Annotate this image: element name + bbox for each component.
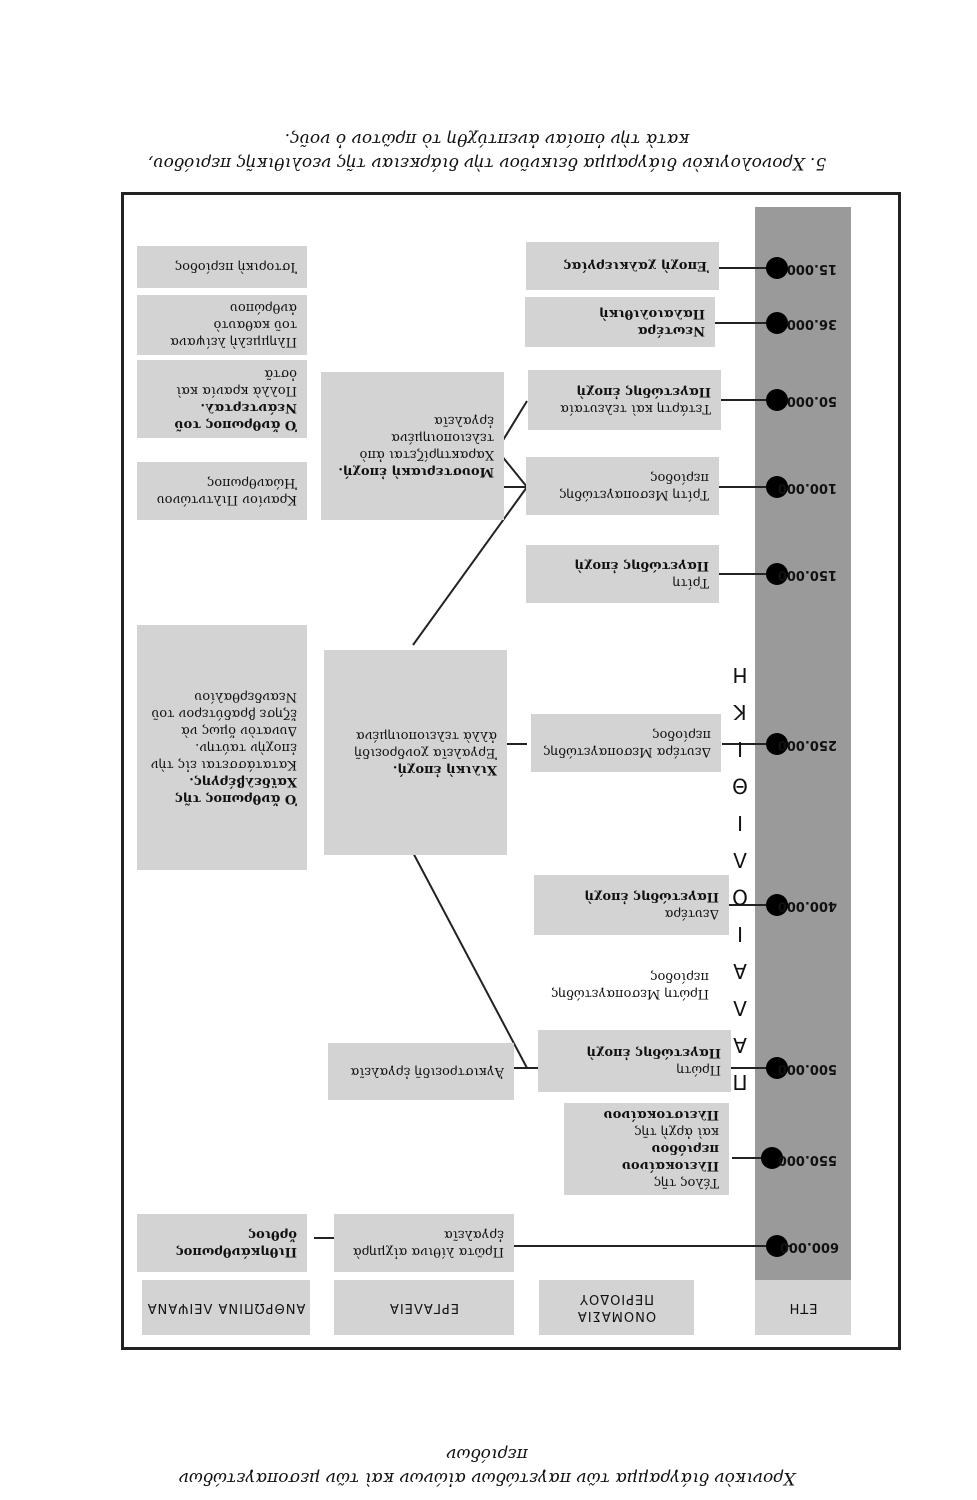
bottom-caption-line1: 5. Χρονολογικὸν διάγραμμα δεικνῦον τὴν διάρκειαν τῆς νεολιθικῆς περιόδου, (147, 153, 827, 173)
year-label-250000: 250.000 (777, 737, 837, 752)
tools-250000: Χιλικὴ ἐποχή. Ἐργαλεῖα χονδροειδῆ ἀλλὰ τελειοποιημένα (324, 650, 507, 855)
year-label-600000: 600.000 (779, 1239, 839, 1254)
era-letter: Ι (737, 922, 743, 946)
remains-100000: Κρανίον Πιλτντώνου Ἠώανθρωπος (137, 462, 307, 520)
header-years: ΕΤΗ (755, 1280, 851, 1335)
year-dot-15000 (766, 257, 788, 279)
era-letter: Κ (733, 700, 747, 724)
period-15000: Ἐποχὴ χαλκιεργίας (526, 242, 719, 290)
year-label-550000: 550.000 (777, 1152, 837, 1167)
top-caption-line2: περιόδων (446, 1444, 528, 1464)
period-450000: Πρώτη Μεσοπαγετώδης περίοδος (551, 969, 709, 1001)
year-label-15000: 15.000 (786, 261, 837, 276)
year-label-36000: 36.000 (786, 316, 837, 331)
top-caption-line1: Χρονικὸν διάγραμμα τῶν παγετώδων αἰώνων καὶ τῶν μεσοπαγετώδων (178, 1468, 796, 1488)
era-letter: Ο (732, 885, 748, 909)
remains-36000: Πλημμελὴ λείψανα τοῦ καθαυτὸ ἀνθρώπου (137, 295, 307, 355)
era-letter: Θ (732, 774, 748, 798)
remains-600000: Πιθηκάνθρωπος ὄρθιος (137, 1214, 307, 1272)
era-letter: Ι (737, 811, 743, 835)
tools-500000: Ἀγκιστροειδῆ ἐργαλεῖα (328, 1043, 514, 1100)
period-500000: Πρώτη Παγετώδης ἐποχὴ (538, 1030, 731, 1092)
year-label-50000: 50.000 (786, 393, 837, 408)
period-50000: Τετάρτη καὶ τελευταία Παγετώδης ἐποχὴ (528, 370, 721, 430)
era-letter: Ι (737, 737, 743, 761)
period-600000: Πρῶτα λίθινα αἰχμηρὰ ἐργαλεῖα (334, 1214, 514, 1272)
era-letter: Α (733, 959, 747, 983)
era-letter: Π (732, 1070, 748, 1094)
period-36000: Νεωτέρα Παλαιολιθικὴ (525, 297, 715, 347)
era-letter: Λ (733, 848, 747, 872)
year-label-500000: 500.000 (777, 1061, 837, 1076)
year-label-400000: 400.000 (777, 898, 837, 913)
year-dot-36000 (766, 312, 788, 334)
period-550000: Τέλος τῆς Πλειοκαίνου περιόδου καὶ ἀρχὴ τῆς Πλειστοκαίνου (564, 1103, 729, 1195)
tools-75000: Μουστεριακὴ ἐποχή. Χαρακτηρίζεται ἀπὸ τελειοποιημένα ἐργαλεῖα (321, 372, 504, 520)
period-250000: Δευτέρα Μεσοπαγετώδης περίοδος (531, 714, 721, 772)
remains-15000: Ἱστορικὴ περίοδος (137, 246, 307, 288)
remains-250000: Ὁ ἄνθρωπος τῆς Χαϊδελβέργης. Κατατάσσεται εἰς τὴν ἐποχὴν ταύτην. Δυνατὸν ὅμως νὰ ἔζησε βραδύτερον τοῦ Νεανδερθαλίου (137, 625, 307, 870)
era-letter: Η (732, 663, 748, 687)
year-label-100000: 100.000 (777, 480, 837, 495)
period-400000: Δευτέρα Παγετώδης ἐποχὴ (534, 875, 729, 935)
period-100000: Τρίτη Μεσοπαγετώδης περίοδος (526, 457, 719, 515)
remains-50000: Ὁ ἄνθρωπος τοῦ Νεάντερταλ. Πολλὰ κρανία καὶ ὀστᾶ (137, 360, 307, 438)
year-label-150000: 150.000 (777, 567, 837, 582)
era-letter: Α (733, 1033, 747, 1057)
bottom-caption-line2: κατὰ τὴν ὁποίαν ἀνεπτύχθη τὸ πρῶτον ὁ νοῦς. (284, 129, 690, 149)
header-period: ΟΝΟΜΑΣΙΑ ΠΕΡΙΟΔΟΥ (539, 1280, 694, 1335)
year-dot-50000 (766, 389, 788, 411)
period-150000: Τρίτη Παγετώδης ἐποχὴ (526, 545, 719, 603)
era-letter: Λ (733, 996, 747, 1020)
header-tools: ΕΡΓΑΛΕΙΑ (334, 1280, 514, 1335)
header-remains: ΑΝΘΡΩΠΙΝΑ ΛΕΙΨΑΝΑ (142, 1280, 310, 1335)
